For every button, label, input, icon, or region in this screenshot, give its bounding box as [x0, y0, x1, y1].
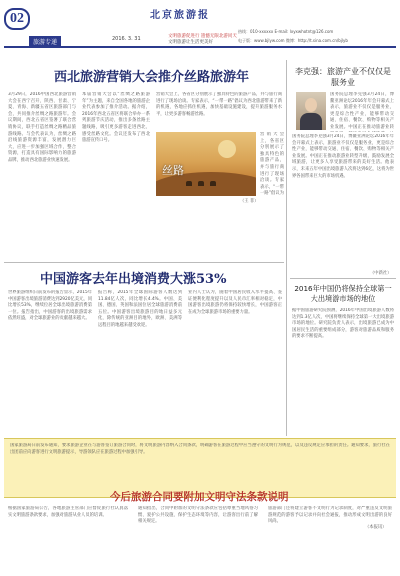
article1-col3: 营销大会上，各省区分别展示了独具特色的旅游产品，并与旅行商进行了现场洽谈。专家表示，“一带一路”倡议为西北旅游带来了新的机遇，各地应抓住机遇，加快基础设施建设，提升旅游服务水平，让更多游客畅游丝路。 — [156, 92, 282, 117]
photo-overlay-text: 丝路 — [162, 165, 184, 177]
notice-byline: （本报讯） — [365, 525, 387, 530]
notice-col1: 根据国家旅游局公告，各地旅游主管部门应督促旅行社认真落实文明旅游条款要求，加强对旅游从业人员的培训。 — [8, 506, 128, 518]
paper-name: 北京旅游报 — [150, 10, 210, 21]
column-divider — [286, 60, 287, 436]
header-rule — [4, 46, 396, 48]
notice-col2: 通知指出，合同中附加的文明守法条款应包括尊重当地风俗习惯、爱护公共设施、保护生态环境等内容，让游客出行前了解相关规定。 — [138, 506, 258, 525]
side-divider — [290, 278, 396, 279]
side1-body-a: 国务院总理李克强3月24日，博鳌亚洲论坛2016年年会开幕式上表示，旅游业不仅仅是服务业，更是综合性产业，能够带动交通、住宿、餐饮、购物等相关产业发展。中国正在推动旅游业转 — [330, 92, 394, 130]
article1-byline: （王 菲） — [240, 199, 259, 204]
side2-body: 据中国旅游研究院预测，2016年中国出境旅游人数将达到1.3亿人次，中国将继续保持全球第一大出境旅游市场的地位。研究院负责人表示，出境旅游已成为中国居民生活的重要组成部分，游客对旅游品质和服务的要求不断提高。 — [292, 308, 394, 340]
side1-body-b: 国务院总理李克强3月24日，博鳌亚洲论坛2016年年会开幕式上表示，旅游业不仅仅是服务业，更是综合性产业，能够带动交通、住宿、餐饮、购物等相关产业发展。中国正在推动旅游业转型升级，鼓励发展全域旅游，让更多人享受旅游带来的美好生活。他表示，未来五年中国出境旅游人次将达到6亿，这将为世界各国带来巨大的市场机遇。 — [292, 134, 394, 179]
article2-col1: 世界旅游组织日前发布的报告显示，2015年中国游客出境旅游消费达到2920亿美元，同比增长53%，继续位居全球出境旅游消费第一位。报告指出，中国游客的出境旅游需求依然旺盛，对全球旅游业的贡献越来越大。 — [8, 290, 92, 322]
header-website: 电子版：www.bjlyw.com 微博：http://t.sina.com.cn/bjlyb — [238, 38, 348, 43]
header-slogan: 文明旅游促进行 遗憾无限北游同天 — [168, 34, 237, 39]
article1-headline: 西北旅游营销大会推介丝路旅游年 — [54, 70, 250, 85]
section-divider — [4, 262, 284, 263]
desert-photo — [156, 132, 256, 196]
article1-col3-cont: 营销大会上，各省区分别展示了独具特色的旅游产品，并与旅行商进行了现场洽谈。专家表示，“一带一路”倡议为 — [260, 132, 284, 196]
issue-date: 2016. 3. 31 — [112, 36, 141, 42]
side2-headline: 2016年中国仍将保持全球第一大出境游市场的地位 — [294, 284, 392, 303]
header-subslogan: 文明旅游让生活更美好 — [168, 40, 213, 45]
article2-col2: 报告称，2015年全球国际游客人数达到11.84亿人次，同比增长4.4%。中国、美国、德国、英国和法国位居全球旅游消费前五位。中国游客出境旅游目的地日益多元化，除传统的亚洲目的地外，欧洲、美洲等远程目的地越来越受欢迎。 — [98, 290, 182, 328]
page-number: 02 — [4, 8, 30, 30]
article1-col1: 3月29日，2016中国西北旅游营销大会在西宁召开，陕西、甘肃、宁夏、青海、新疆五省区旅游部门与会，共同推介丝绸之路旅游年。会议期间，西北五省区签署了联合营销协议，联手打造丝绸之路精品旅游线路。与会代表认为，丝绸之路沿线旅游资源丰富，发展潜力巨大，应进一步加强区域合作，整合资源，打造具有国际影响力的旅游品牌，推动西北旅游业快速发展。 — [8, 92, 76, 163]
notice-top-text: 国家旅游局日前发布通知，要求旅游企业在与游客签订旅游合同时，将文明旅游内容纳入合同条款，明确游客在旅游过程中应当遵守的文明行为规范，以及违反规定应承担的责任。通知要求，旅行社在出团前应向游客进行文明旅游提示，导游领队应在旅游过程中加强引导。 — [10, 443, 390, 455]
article1-col2: 本届营销大会以“丝绸之路旅游年”为主题，来自全国各地的旅游企业代表参加了推介活动。据介绍，2016年西北五省区将联合举办一系列旅游节庆活动，推出多条丝路主题线路，吸引更多游客走进西北、感受丝路文化。会议还发布了西北旅游宣传口号。 — [82, 92, 150, 144]
section-label: 旅游专递 — [29, 36, 61, 47]
side1-byline: （中新社） — [370, 271, 392, 276]
side1-headline: 李克强：旅游产业不仅仅是服务业 — [295, 67, 391, 87]
notice-headline: 今后旅游合同要附加文明守法条款说明 — [110, 491, 289, 503]
portrait-photo — [296, 92, 326, 130]
notice-col3: 旅游部门还将建立游客不文明行为记录制度，对严重违反文明旅游规范的游客予以记录并向社会通报，推动形成文明出游的良好风尚。 — [268, 506, 392, 525]
article2-col3: 业内人士认为，随着中国居民收入水平提高、签证便利化程度提升以及人民币汇率相对稳定，中国游客出境旅游仍将保持较快增长，中国游客正在成为全球旅游市场的重要力量。 — [188, 290, 282, 315]
page-header — [0, 0, 400, 50]
header-contact: 热线：010-xxxxxx E-mail: lxyxwhotnt@126.com — [238, 29, 334, 34]
article2-headline: 中国游客去年出境消费大涨53% — [40, 272, 227, 287]
